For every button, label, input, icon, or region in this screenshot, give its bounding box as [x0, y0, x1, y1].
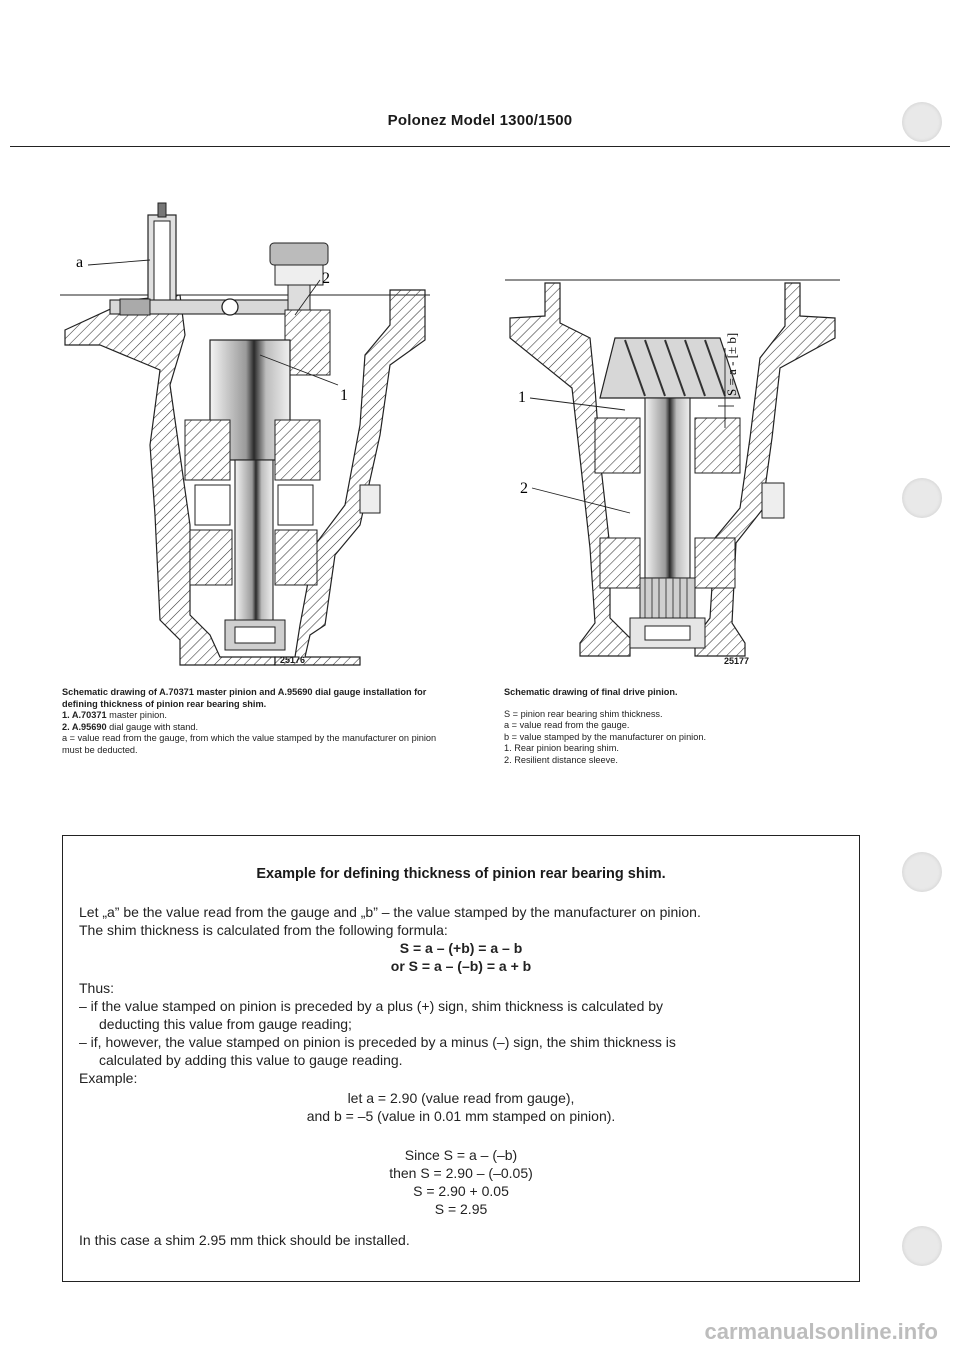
caption-title: Schematic drawing of final drive pinion. [504, 687, 678, 697]
example-text: S = 2.90 + 0.05 [413, 1183, 509, 1199]
example-text: let a = 2.90 (value read from gauge), [347, 1090, 575, 1106]
example-title: Example for defining thickness of pinion rear bearing shim. [256, 866, 666, 882]
formula: S = a – (+b) = a – b [399, 940, 523, 956]
example-text: The shim thickness is calculated from the following formula: [79, 922, 448, 938]
right-figure-caption [504, 687, 844, 767]
page-header: Polonez Model 1300/1500 [387, 112, 573, 129]
example-text: and b = –5 (value in 0.01 mm stamped on pinion). [306, 1108, 616, 1124]
master-pinion-gauge-drawing [60, 195, 430, 670]
example-text: deducting this value from gauge reading; [99, 1016, 352, 1032]
caption-title: Schematic drawing of A.70371 master pinion and A.95690 dial gauge installation for defining thickness of pinion rear bearing shim. [62, 687, 427, 709]
example-text: Since S = a – (–b) [404, 1147, 518, 1163]
final-drive-pinion-drawing [500, 278, 845, 668]
header-rule [10, 146, 950, 147]
figure-number: 25176 [280, 655, 306, 665]
caption-item: 2. Resilient distance sleeve. [504, 754, 618, 765]
punch-hole [902, 102, 942, 142]
example-text: calculated by adding this value to gauge reading. [99, 1052, 403, 1068]
callout-2: 2 [322, 270, 330, 287]
example-text: Thus: [79, 980, 115, 996]
caption-item: 1. Rear pinion bearing shim. [504, 743, 619, 754]
callout-a: a [76, 254, 84, 271]
example-text: – if, however, the value stamped on pinion is preceded by a minus (–) sign, the shim thickness is [79, 1034, 676, 1050]
callout-1: 1 [340, 387, 348, 404]
callout-2: 2 [520, 480, 528, 497]
punch-hole [902, 478, 942, 518]
callout-1: 1 [518, 389, 526, 406]
example-box [62, 835, 860, 1282]
caption-item: 2. A.95690 dial gauge with stand. [62, 721, 199, 732]
watermark: carmanualsonline.info [704, 1319, 938, 1344]
figure-number: 25177 [724, 656, 750, 666]
formula: or S = a – (–b) = a + b [390, 958, 532, 974]
caption-item: 1. A.70371 master pinion. [62, 710, 167, 721]
caption-def: S = pinion rear bearing shim thickness. [504, 708, 663, 719]
example-text: Let „a” be the value read from the gauge and „b” – the value stamped by the manufacturer on pinion. [79, 904, 701, 920]
punch-hole [902, 852, 942, 892]
caption-note: a = value read from the gauge, from which the value stamped by the manufacturer on pinion must be deducted. [62, 733, 437, 755]
example-text: – if the value stamped on pinion is preceded by a plus (+) sign, shim thickness is calculated by [79, 998, 664, 1014]
example-text: S = 2.95 [434, 1201, 488, 1217]
example-text: In this case a shim 2.95 mm thick should be installed. [79, 1232, 410, 1248]
example-text: then S = 2.90 – (–0.05) [389, 1165, 533, 1181]
example-text: Example: [79, 1070, 138, 1086]
caption-def: b = value stamped by the manufacturer on pinion. [504, 731, 706, 742]
left-figure-caption [62, 687, 442, 757]
shim-formula-label: S = a - [± b] [724, 332, 739, 396]
caption-def: a = value read from the gauge. [504, 720, 630, 731]
punch-hole [902, 1226, 942, 1266]
